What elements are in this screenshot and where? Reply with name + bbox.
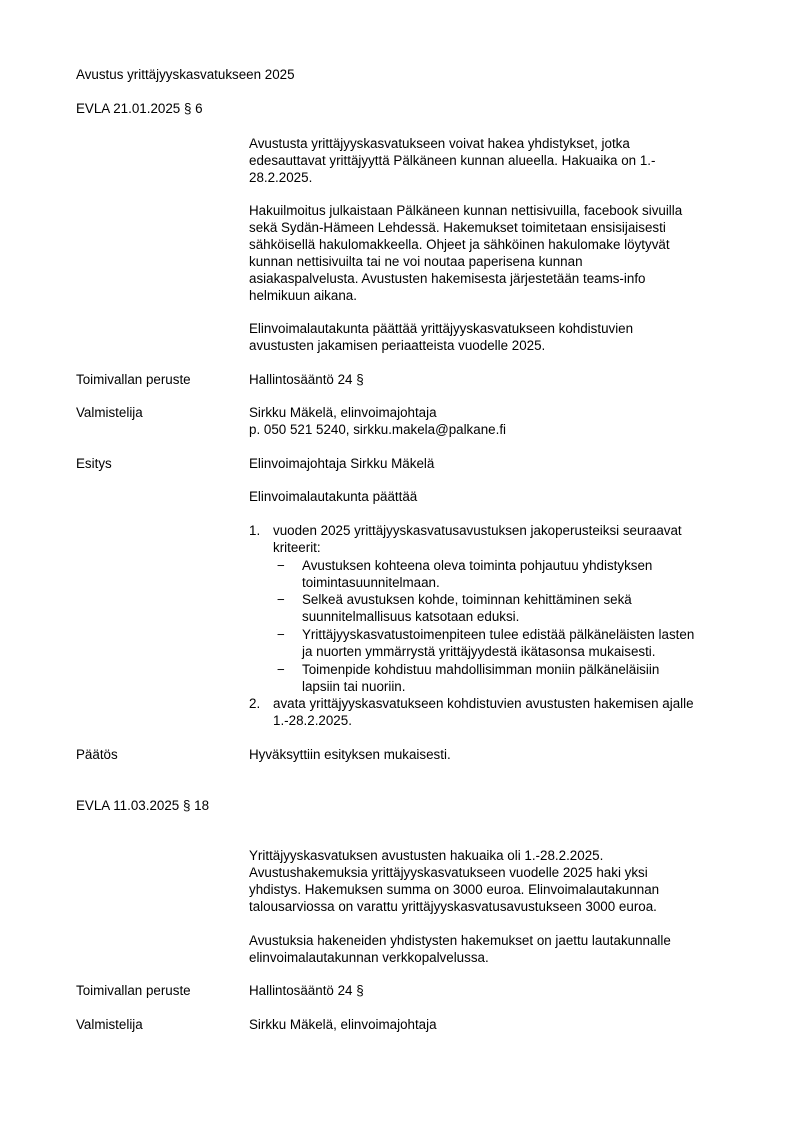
summary-line: yhdistys. Hakemuksen summa on 3000 euroa. Elinvoimalautakunnan: [249, 882, 660, 897]
info-line: sekä Sydän-Hämeen Lehdessä. Hakemukset toimitetaan ensisijaisesti: [249, 220, 666, 235]
distribution-line: Avustuksia hakeneiden yhdistysten hakemukset on jaettu lautakunnalle: [249, 933, 671, 948]
info-line: asiakaspalvelusta. Avustusten hakemisesta järjestetään teams-info: [249, 271, 646, 286]
list-item-line: vuoden 2025 yrittäjyyskasvatusavustuksen jakoperusteiksi seuraavat: [273, 523, 682, 538]
info-line: sähköisellä hakulomakkeella. Ohjeet ja sähköinen hakulomake löytyvät: [249, 237, 670, 252]
info-line: helmikuun aikana.: [249, 288, 357, 303]
authority-value: Hallintosääntö 24 §: [249, 983, 364, 998]
preparer-label: Valmistelija: [76, 1017, 143, 1032]
info-line: kunnan nettisivuilta tai ne voi noutaa paperisena kunnan: [249, 254, 583, 269]
proposal-by: Elinvoimajohtaja Sirkku Mäkelä: [249, 456, 435, 471]
bullet-dash: −: [277, 558, 285, 573]
bullet-dash: −: [277, 662, 285, 677]
bullet-line: Toimenpide kohdistuu mahdollisimman moniin pälkäneläisiin: [302, 662, 660, 677]
bullet-dash: −: [277, 592, 285, 607]
authority-label: Toimivallan peruste: [76, 983, 191, 998]
authority-label: Toimivallan peruste: [76, 372, 191, 387]
proposal-label: Esitys: [76, 456, 112, 471]
authority-value: Hallintosääntö 24 §: [249, 372, 364, 387]
summary-line: talousarviossa on varattu yrittäjyyskasvatusavustukseen 3000 euroa.: [249, 899, 657, 914]
info-line: Hakuilmoitus julkaistaan Pälkäneen kunnan nettisivuilla, facebook sivuilla: [249, 203, 683, 218]
preparer-name: Sirkku Mäkelä, elinvoimajohtaja: [249, 1017, 437, 1032]
proposal-intro: Elinvoimalautakunta päättää: [249, 489, 418, 504]
list-item-line: kriteerit:: [273, 540, 321, 555]
preparer-contact: p. 050 521 5240, sirkku.makela@palkane.fi: [249, 422, 507, 437]
list-number: 1.: [249, 523, 261, 538]
bullet-dash: −: [277, 627, 285, 642]
bullet-line: Avustuksen kohteena oleva toiminta pohjautuu yhdistyksen: [302, 558, 653, 573]
bullet-line: lapsiin tai nuoriin.: [302, 679, 406, 694]
bullet-line: Yrittäjyyskasvatustoimenpiteen tulee edistää pälkäneläisten lasten: [302, 627, 695, 642]
intro-line: Avustusta yrittäjyyskasvatukseen voivat hakea yhdistykset, jotka: [249, 136, 630, 151]
intro-line: edesauttavat yrittäjyyttä Pälkäneen kunnan alueella. Hakuaika on 1.-: [249, 153, 656, 168]
decision-label: Päätös: [76, 747, 118, 762]
list-item-line: avata yrittäjyyskasvatukseen kohdistuvien avustusten hakemisen ajalle: [273, 696, 694, 711]
bullet-line: suunnitelmallisuus katsotaan eduksi.: [302, 609, 520, 624]
list-number: 2.: [249, 696, 261, 711]
summary-line: Avustushakemuksia yrittäjyyskasvatukseen vuodelle 2025 haki yksi: [249, 865, 648, 880]
decision-note-line: Elinvoimalautakunta päättää yrittäjyyskasvatukseen kohdistuvien: [249, 321, 634, 336]
decision-note-line: avustusten jakamisen periaatteista vuodelle 2025.: [249, 338, 546, 353]
list-item-line: 1.-28.2.2025.: [273, 713, 352, 728]
preparer-label: Valmistelija: [76, 405, 143, 420]
summary-line: Yrittäjyyskasvatuksen avustusten hakuaika oli 1.-28.2.2025.: [249, 848, 604, 863]
preparer-name: Sirkku Mäkelä, elinvoimajohtaja: [249, 405, 437, 420]
decision-value: Hyväksyttiin esityksen mukaisesti.: [249, 747, 451, 762]
bullet-line: ja nuorten ymmärrystä yrittäjyydestä ikätasonsa mukaisesti.: [302, 644, 656, 659]
distribution-line: elinvoimalautakunnan verkkopalvelussa.: [249, 950, 489, 965]
document-title: Avustus yrittäjyyskasvatukseen 2025: [76, 67, 295, 82]
meeting2-header: EVLA 11.03.2025 § 18: [76, 798, 210, 813]
bullet-line: toimintasuunnitelmaan.: [302, 575, 440, 590]
intro-line: 28.2.2025.: [249, 170, 313, 185]
meeting1-header: EVLA 21.01.2025 § 6: [76, 101, 203, 116]
bullet-line: Selkeä avustuksen kohde, toiminnan kehittäminen sekä: [302, 592, 632, 607]
